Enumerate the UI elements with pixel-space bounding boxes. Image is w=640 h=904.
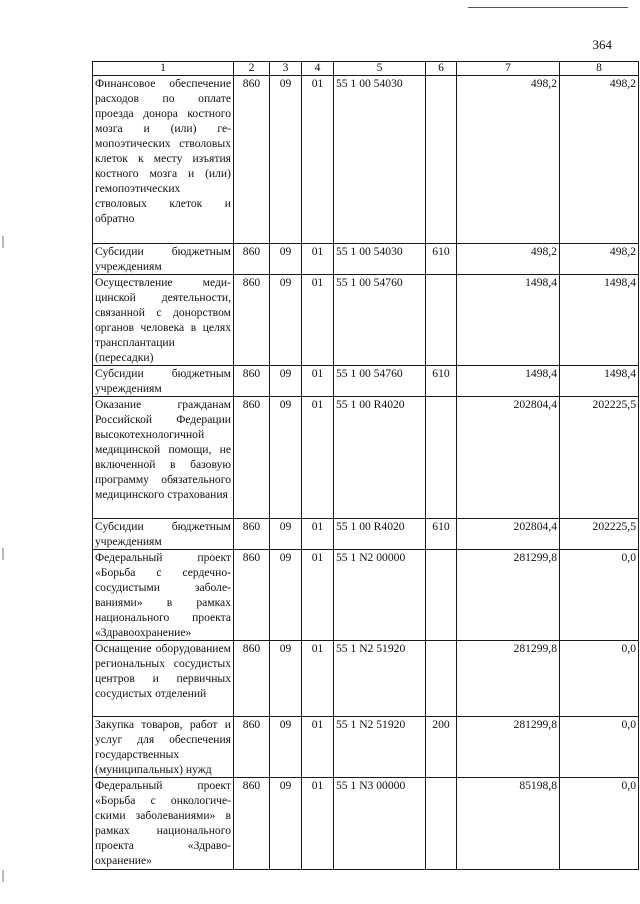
item-name: Федеральный проект «Борьба с сердечнососудистыми заболеваниями» в рамках национального проекта «Здравоохранение»: [93, 550, 234, 641]
subsection-code: 01: [302, 244, 334, 275]
amount-year-1: 281299,8: [457, 641, 560, 717]
target-article-code: 55 1 00 R4020: [334, 519, 426, 550]
page-number: 364: [592, 37, 612, 52]
header-cell: 2: [234, 62, 270, 76]
ministry-code: 860: [234, 244, 270, 275]
section-code: 09: [270, 366, 302, 397]
target-article-code: 55 1 00 54760: [334, 275, 426, 366]
expense-type-code: [426, 275, 457, 366]
section-code: 09: [270, 76, 302, 244]
item-name: Субсидии бюджетным учреждениям: [93, 519, 234, 550]
amount-year-2: 202225,5: [560, 519, 639, 550]
budget-table: [92, 61, 639, 870]
scan-mark: [2, 548, 4, 560]
subsection-code: 01: [302, 550, 334, 641]
amount-year-1: 85198,8: [457, 778, 560, 870]
amount-year-1: 202804,4: [457, 397, 560, 519]
item-name: Оказание гражданам Российской Федерации высокотехнологичной медицинской помощи, не включенной в базовую программу обязательного медицинского страхования: [93, 397, 234, 519]
subsection-code: 01: [302, 397, 334, 519]
expense-type-code: 610: [426, 244, 457, 275]
header-cell: 8: [560, 62, 639, 76]
section-code: 09: [270, 519, 302, 550]
item-name: Закупка товаров, работ и услуг для обеспечения государственных (муниципальных) нужд: [93, 717, 234, 778]
item-name: Осуществление медицинской деятельности, связанной с донорством органов человека в целях трансплантации (пересадки): [93, 275, 234, 366]
expense-type-code: 610: [426, 519, 457, 550]
subsection-code: 01: [302, 717, 334, 778]
expense-type-code: [426, 397, 457, 519]
header-row: [93, 62, 639, 76]
item-name: Финансовое обеспечение расходов по оплате проезда донора костного мозга и (или) гемопоэтических стволовых клеток к месту изъятия костного мозга и (или) гемопоэтических стволовых клеток и обратно: [93, 76, 234, 244]
target-article-code: 55 1 N2 00000: [334, 550, 426, 641]
target-article-code: 55 1 N2 51920: [334, 717, 426, 778]
target-article-code: 55 1 00 54030: [334, 76, 426, 244]
item-name: Оснащение оборудованием региональных сосудистых центров и первичных сосудистых отделений: [93, 641, 234, 717]
table-row: [93, 366, 639, 397]
table-row: [93, 717, 639, 778]
amount-year-2: 1498,4: [560, 366, 639, 397]
target-article-code: 55 1 00 54760: [334, 366, 426, 397]
amount-year-1: 202804,4: [457, 519, 560, 550]
table-row: [93, 244, 639, 275]
target-article-code: 55 1 00 54030: [334, 244, 426, 275]
amount-year-2: 498,2: [560, 244, 639, 275]
target-article-code: 55 1 00 R4020: [334, 397, 426, 519]
header-cell: 5: [334, 62, 426, 76]
expense-type-code: [426, 76, 457, 244]
ministry-code: 860: [234, 275, 270, 366]
amount-year-2: 0,0: [560, 550, 639, 641]
section-code: 09: [270, 778, 302, 870]
subsection-code: 01: [302, 275, 334, 366]
amount-year-1: 498,2: [457, 76, 560, 244]
scan-mark: [2, 236, 4, 248]
section-code: 09: [270, 397, 302, 519]
header-cell: 6: [426, 62, 457, 76]
ministry-code: 860: [234, 366, 270, 397]
item-name: Субсидии бюджетным учреждениям: [93, 366, 234, 397]
expense-type-code: 610: [426, 366, 457, 397]
amount-year-2: 0,0: [560, 778, 639, 870]
subsection-code: 01: [302, 366, 334, 397]
subsection-code: 01: [302, 778, 334, 870]
item-name: Федеральный проект «Борьба с онкологическими заболеваниями» в рамках национального проекта «Здравоохранение»: [93, 778, 234, 870]
amount-year-1: 281299,8: [457, 717, 560, 778]
amount-year-1: 1498,4: [457, 275, 560, 366]
header-cell: 3: [270, 62, 302, 76]
expense-type-code: [426, 641, 457, 717]
target-article-code: 55 1 N3 00000: [334, 778, 426, 870]
table-row: [93, 397, 639, 519]
subsection-code: 01: [302, 519, 334, 550]
ministry-code: 860: [234, 519, 270, 550]
section-code: 09: [270, 275, 302, 366]
ministry-code: 860: [234, 641, 270, 717]
subsection-code: 01: [302, 76, 334, 244]
amount-year-1: 281299,8: [457, 550, 560, 641]
expense-type-code: [426, 550, 457, 641]
scan-mark: [2, 870, 4, 882]
table-row: [93, 519, 639, 550]
amount-year-2: 0,0: [560, 717, 639, 778]
section-code: 09: [270, 550, 302, 641]
ministry-code: 860: [234, 550, 270, 641]
table-row: [93, 641, 639, 717]
section-code: 09: [270, 244, 302, 275]
amount-year-1: 498,2: [457, 244, 560, 275]
expense-type-code: [426, 778, 457, 870]
table-row: [93, 76, 639, 244]
section-code: 09: [270, 717, 302, 778]
header-cell: 4: [302, 62, 334, 76]
table-row: [93, 778, 639, 870]
target-article-code: 55 1 N2 51920: [334, 641, 426, 717]
item-name: Субсидии бюджетным учреждениям: [93, 244, 234, 275]
table-row: [93, 550, 639, 641]
table-row: [93, 275, 639, 366]
expense-type-code: 200: [426, 717, 457, 778]
header-cell: 7: [457, 62, 560, 76]
ministry-code: 860: [234, 397, 270, 519]
ministry-code: 860: [234, 76, 270, 244]
amount-year-1: 1498,4: [457, 366, 560, 397]
subsection-code: 01: [302, 641, 334, 717]
section-code: 09: [270, 641, 302, 717]
header-cell: 1: [93, 62, 234, 76]
top-rule: [468, 7, 628, 8]
ministry-code: 860: [234, 717, 270, 778]
amount-year-2: 202225,5: [560, 397, 639, 519]
amount-year-2: 0,0: [560, 641, 639, 717]
amount-year-2: 498,2: [560, 76, 639, 244]
ministry-code: 860: [234, 778, 270, 870]
amount-year-2: 1498,4: [560, 275, 639, 366]
